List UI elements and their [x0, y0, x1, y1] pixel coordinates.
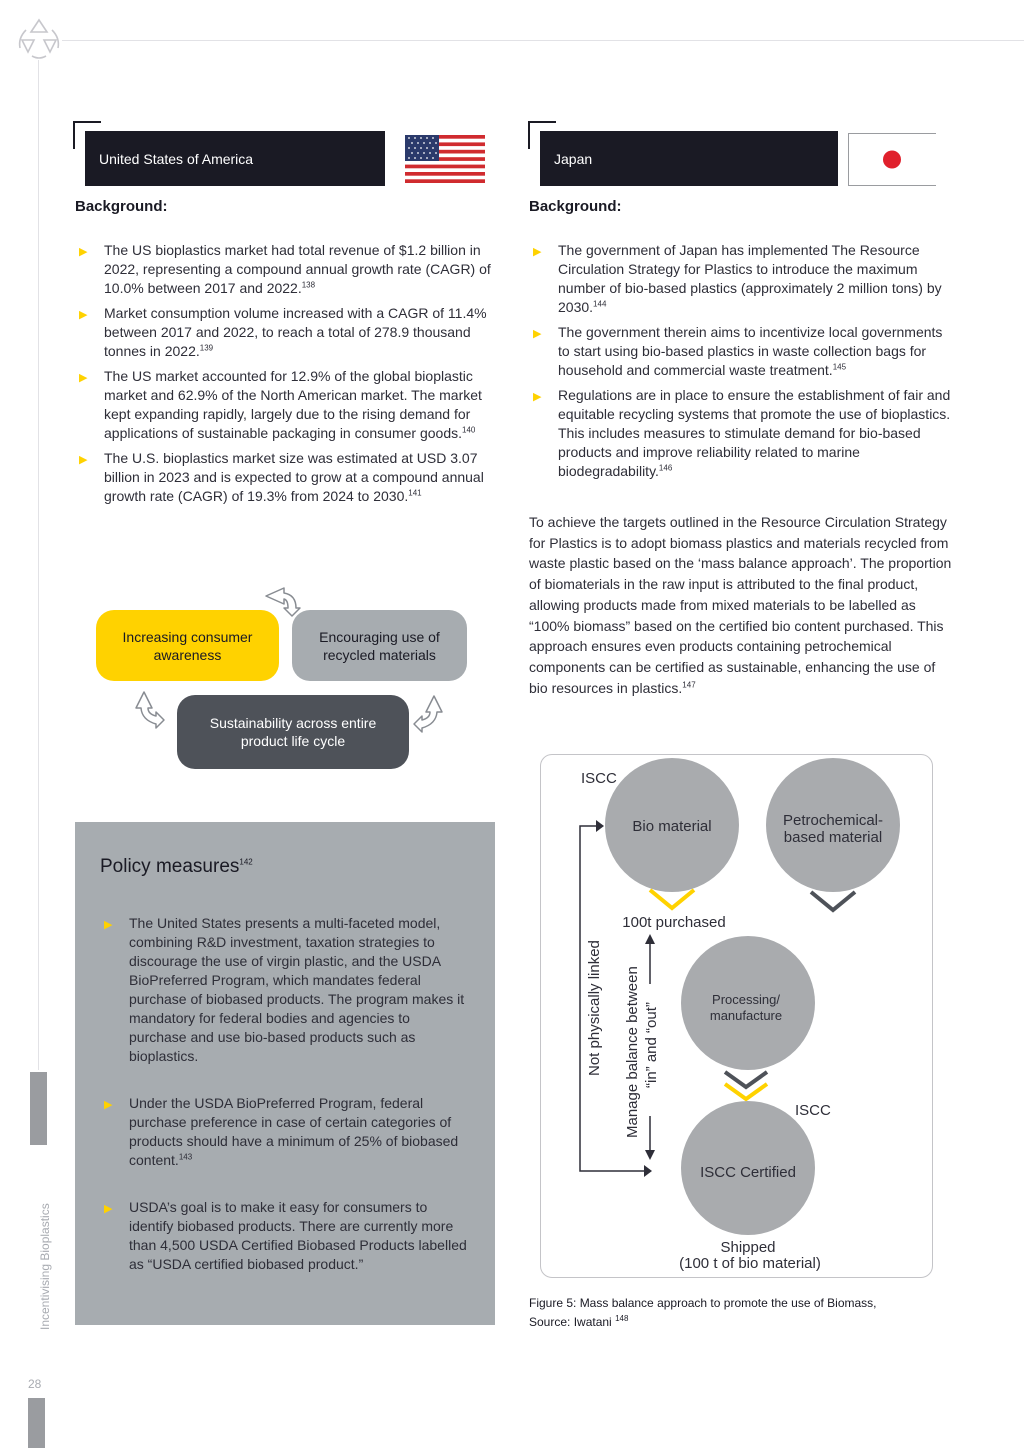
loop-arrowhead-bottom-icon: [644, 1165, 652, 1177]
list-item: ▶ USDA’s goal is to make it easy for consumers to identify biobased products. There are currently more than 4,500 USDA Certified Biobased Products labelled as “USDA certified biobased product.”: [104, 1199, 467, 1272]
petro-chevron-icon: [811, 892, 855, 910]
bullet-triangle-icon: ▶: [104, 1203, 113, 1215]
manage-balance-label-1: Manage balance between: [624, 966, 641, 1138]
cycle-box-consumer-awareness: Increasing consumer awareness: [96, 610, 279, 681]
page-number: 28: [28, 1377, 42, 1391]
cycle-box-sustainability: Sustainability across entire product life cycle: [177, 695, 409, 769]
usa-country-name: United States of America: [99, 150, 254, 167]
cycle-arrow-left-icon: [130, 690, 166, 735]
shipped-label-2: (100 t of bio material): [679, 1255, 821, 1272]
bullet-triangle-icon: ▶: [104, 919, 113, 931]
manage-balance-label-2: “in” and “out”: [643, 1002, 660, 1088]
japan-background-list: [529, 241, 954, 487]
side-rule: [38, 60, 39, 1070]
usa-background-heading: Background:: [75, 198, 168, 215]
iscc-mid-label: ISCC: [795, 1102, 831, 1119]
list-item: ▶ Market consumption volume increased with a CAGR of 11.4% between 2017 and 2022, to reach a total of 278.9 thousand tonnes in 2022.$^{139}$: [79, 305, 487, 359]
page-marker: [28, 1398, 45, 1448]
figure-caption: Figure 5: Mass balance approach to promote the use of Biomass, Source: Iwatani $^{148}$: [529, 1296, 877, 1329]
cycle-box-recycled-materials: Encouraging use of recycled materials: [292, 610, 467, 681]
bullet-triangle-icon: ▶: [79, 309, 88, 321]
mass-balance-diagram: [540, 754, 933, 1278]
japan-country-name: Japan: [554, 150, 593, 167]
bullet-triangle-icon: ▶: [533, 328, 542, 340]
purchased-label: 100t purchased: [622, 914, 726, 931]
policy-list: [100, 914, 470, 1302]
bullet-triangle-icon: ▶: [79, 372, 88, 384]
list-item: ▶ The US market accounted for 12.9% of the global bioplastic market and 62.9% of the North American market. The market kept expanding rapidly, largely due to the rising demand for applications of sustainable packaging in consumer goods.$^{140}$: [79, 368, 482, 441]
not-linked-label: Not physically linked: [586, 940, 603, 1076]
header-rule: [62, 40, 1024, 41]
iscc-top-label: ISCC: [581, 770, 617, 787]
japan-flag-icon: [848, 133, 936, 191]
petro-material-label-2: based material: [783, 829, 883, 846]
list-item: ▶ The United States presents a multi-faceted model, combining R&D investment, taxation strategies to discourage the use of virgin plastic, and the USDA BioPreferred Program, which mandates federal purchase of biobased products. The program makes it mandatory for federal bodies and agencies to purchase and use bio-based products such as bioplastics.: [104, 915, 465, 1064]
list-item: ▶ The U.S. bioplastics market size was estimated at USD 3.07 billion in 2023 and is expected to grow at a compound annual growth rate (CAGR) of 19.3% from 2024 to 2030.$^{141}$: [79, 450, 484, 504]
side-marker: [30, 1072, 47, 1145]
list-item: ▶ The government of Japan has implemented The Resource Circulation Strategy for Plastics to introduce the maximum number of bio-based plastics (approximately 2 million tons) by 2030.$^{144}$: [533, 242, 942, 315]
list-item: ▶ The US bioplastics market had total revenue of $1.2 billion in 2022, representing a compound annual growth rate (CAGR) of 10.0% between 2017 and 2022.$^{138}$: [79, 242, 491, 296]
side-label: Incentivising Bioplastics: [38, 1203, 52, 1330]
processing-chevron-dark-icon: [725, 1072, 767, 1087]
bullet-triangle-icon: ▶: [533, 246, 542, 258]
usa-background-list: [75, 241, 500, 512]
bio-chevron-icon: [650, 890, 694, 908]
list-item: ▶ The government therein aims to incentivize local governments to start using bio-based plastics in waste collection bags for household and commercial waste treatment.$^{145}$: [533, 324, 943, 378]
shipped-label-1: Shipped: [720, 1239, 776, 1256]
usa-title-box: [85, 131, 385, 186]
cycle-arrow-top-icon: [262, 584, 302, 623]
list-item: ▶ Under the USDA BioPreferred Program, federal purchase preference in case of certain categories of products should have a minimum of 25% of biobased content.$^{143}$: [104, 1095, 459, 1168]
petro-material-label-1: Petrochemical-: [782, 812, 884, 829]
policy-heading: Policy measures$^{142}$: [100, 856, 253, 877]
bullet-triangle-icon: ▶: [104, 1099, 113, 1111]
policy-measures-panel: [75, 822, 495, 1325]
certified-label: ISCC Certified: [700, 1164, 796, 1181]
cycle-arrow-right-icon: [412, 694, 448, 739]
bullet-triangle-icon: ▶: [79, 246, 88, 258]
processing-label-1: Processing/: [712, 992, 780, 1007]
japan-background-heading: Background:: [529, 198, 622, 215]
processing-label-2: manufacture: [709, 1008, 783, 1023]
bullet-triangle-icon: ▶: [79, 454, 88, 466]
bullet-triangle-icon: ▶: [533, 391, 542, 403]
japan-title-box: [540, 131, 838, 186]
balance-arrow-down-icon: [645, 1150, 655, 1160]
bio-material-label: Bio material: [632, 818, 712, 835]
japan-mass-balance-paragraph: To achieve the targets outlined in the Resource Circulation Strategy for Plastics is to adopt biomass plastics and materials recycled from waste plastic based on the ‘mass balance approach’. The proportion of biomaterials in the raw input is attributed to the final product, allowing products made from mixed materials to be labelled as “100% biomass” based on the certified bio content purchased. This approach ensures even products containing petrochemical components can be certified as sustainable, enhancing the use of bio resources in plastics.$^{147}$: [529, 514, 952, 696]
list-item: ▶ Regulations are in place to ensure the establishment of fair and equitable recycling systems that promote the use of bioplastics. This includes measures to stimulate demand for bio-based products and improve reliability related to marine biodegradability.$^{146}$: [533, 387, 951, 479]
balance-arrow-up-icon: [645, 934, 655, 944]
loop-arrowhead-top-icon: [596, 820, 604, 832]
usa-flag-icon: [405, 135, 485, 188]
recycle-logo-icon: [14, 16, 64, 67]
